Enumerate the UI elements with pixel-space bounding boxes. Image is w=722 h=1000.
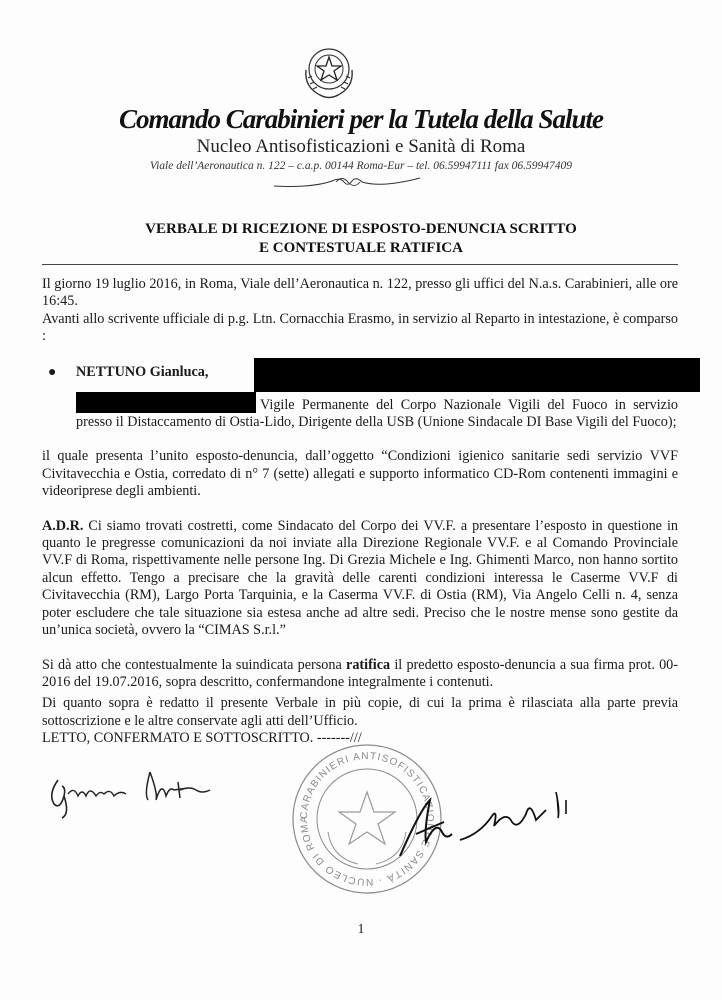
letterhead-address: Viale dell’Aeronautica n. 122 – c.a.p. 00144 Roma-Eur – tel. 06.59947111 fax 06.59947409 <box>149 160 573 172</box>
bullet-icon: ● <box>48 364 57 380</box>
adr-label: A.D.R. <box>42 517 84 534</box>
person-description: Vigile Permanente del Corpo Nazionale Vigili del Fuoco in servizio presso il Distaccamento di Ostia-Lido, Dirigente della USB (Unione Sindacale DI Base Vigili del Fuoco); <box>76 396 678 431</box>
ornamental-flourish-icon <box>272 174 422 190</box>
letterhead-subtitle: Nucleo Antisofisticazioni e Sanità di Roma <box>196 136 526 157</box>
redaction-block <box>254 358 700 392</box>
ratifica-before: Si dà atto che contestualmente la suindicata persona <box>42 656 347 673</box>
spacer <box>42 431 678 448</box>
complainant-signature <box>40 760 230 820</box>
adr-text: Ci siamo trovati costretti, come Sindacato del Corpo dei VV.F. a presentare l’esposto in questione in quanto le pregresse comunicazioni da noi inviate alla Direzione Regionale VV.F. e al Comando Provinciale VV.F di Roma, rispettivamente nelle persone Ing. Di Grezia Michele e Ing. Ghimenti Marco, non hanno sortito alcun effetto. Tengo a precisare che la gravità delle carenti condizioni interessa le Caserme VV.F di Civitavecchia (RM), Largo Porta Tarquinia, e la Caserma VV.F. di Ostia (RM), Via Angelo Celli n. 4, senza poter escludere che tale situazione sia estesa anche ad altre sedi. Preciso che le nostre mense sono gestite da un’unica società, ovvero la “CIMAS S.r.l.” <box>42 517 678 639</box>
redaction-block <box>76 392 256 413</box>
document-body <box>42 276 678 748</box>
heading-line-1: VERBALE DI RICEZIONE DI ESPOSTO-DENUNCIA SCRITTO <box>145 221 577 237</box>
adr-paragraph <box>42 518 678 640</box>
ratifica-paragraph <box>42 657 678 692</box>
presents-paragraph: il quale presenta l’unito esposto-denuncia, dall’oggetto “Condizioni igienico sanitarie sedi servizio VVF Civitavecchia e Ostia, corredato di n° 7 (sette) allegati e supporto informatico CD-Rom contenenti immagini e videoriprese degli ambienti. <box>42 448 678 500</box>
person-entry <box>42 364 678 432</box>
letterhead-title: Comando Carabinieri per la Tutela della Salute <box>118 104 604 134</box>
heading-line-2: E CONTESTUALE RATIFICA <box>259 240 463 256</box>
document-heading <box>0 220 722 258</box>
italian-republic-emblem-icon <box>298 40 360 102</box>
intro-paragraph-1: Il giorno 19 luglio 2016, in Roma, Viale dell’Aeronautica n. 122, presso gli uffici del N.a.s. Carabinieri, alle ore 16:45. <box>42 276 678 310</box>
ratifica-after: il predetto esposto-denuncia a sua firma prot. 00-2016 del 19.07.2016, sopra descritto, confermandone integralmente i contenuti. <box>42 656 679 690</box>
closing-paragraph-2: LETTO, CONFERMATO E SOTTOSCRITTO. -------/// <box>42 730 362 747</box>
seal-text: CARABINIERI ANTISOFISTICAZIONI E SANITÀ · NUCLEO DI ROMA <box>298 750 436 888</box>
spacer <box>42 501 678 518</box>
closing-paragraph-1: Di quanto sopra è redatto il presente Verbale in più copie, di cui la prima è rilasciata alla parte previa sottoscrizione e le altre conservate agli atti dell’Ufficio. <box>42 695 678 729</box>
person-description-paragraph <box>76 392 678 432</box>
heading-divider <box>42 264 678 265</box>
intro-paragraph-2: Avanti allo scrivente ufficiale di p.g. Ltn. Cornacchia Erasmo, in servizio al Reparto in intestazione, è comparso : <box>42 310 678 345</box>
page-number: 1 <box>357 922 365 937</box>
officer-signature <box>380 770 580 870</box>
ratifica-bold: ratifica <box>346 656 391 673</box>
person-name: NETTUNO Gianluca, <box>76 363 209 380</box>
person-name-line <box>76 364 678 392</box>
spacer <box>42 640 678 657</box>
